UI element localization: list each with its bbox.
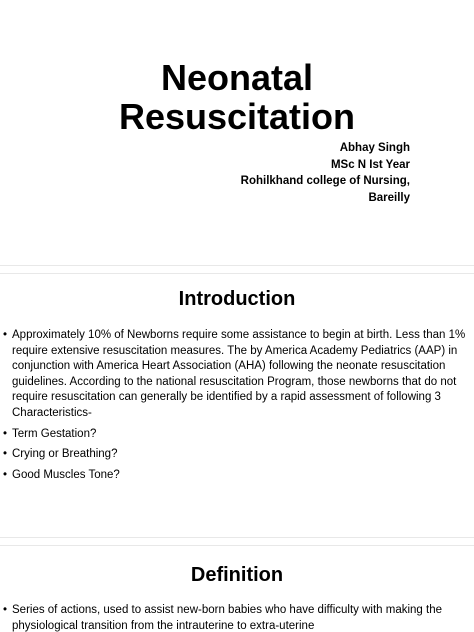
bullet-text: Crying or Breathing? <box>12 448 118 461</box>
bullet-icon: • <box>3 604 8 616</box>
definition-bullet-list <box>0 603 470 632</box>
list-item <box>0 427 468 443</box>
slide-divider <box>0 537 474 546</box>
definition-slide <box>0 547 474 632</box>
introduction-slide <box>0 275 474 537</box>
bullet-text: Term Gestation? <box>12 427 97 440</box>
introduction-bullet-list <box>0 328 468 488</box>
bullet-icon: • <box>3 448 8 461</box>
bullet-icon: • <box>3 329 8 341</box>
introduction-heading: Introduction <box>178 288 296 310</box>
author-city: Bareilly <box>368 191 410 204</box>
title-line-1: Neonatal <box>160 57 314 98</box>
author-block <box>241 140 410 206</box>
list-item <box>0 328 468 422</box>
presentation-title <box>0 58 474 136</box>
author-name: Abhay Singh <box>339 142 410 154</box>
bullet-text: Series of actions, used to assist new-born babies who have difficulty with making the physiological transition from the intrauterine to extra-uterine <box>12 604 442 632</box>
title-slide <box>0 0 474 265</box>
title-line-2: Resuscitation <box>118 96 356 137</box>
author-course: MSc N Ist Year <box>330 158 410 171</box>
list-item <box>0 447 468 463</box>
bullet-text: Good Muscles Tone? <box>12 468 120 481</box>
bullet-icon: • <box>3 468 8 481</box>
definition-heading: Definition <box>190 564 284 586</box>
list-item <box>0 468 468 484</box>
list-item <box>0 603 470 632</box>
slide-divider <box>0 265 474 274</box>
bullet-icon: • <box>3 427 8 440</box>
author-institution: Rohilkhand college of Nursing, <box>240 175 410 187</box>
bullet-text: Approximately 10% of Newborns require some assistance to begin at birth. Less than 1% require extensive resuscitation measures. The by America Academy Pediatrics (AAP) in conjunction with America Heart Association (AHA) following the neonate resuscitation guidelines. According to the national resuscitation Program, those newborns that do not require resuscitation can generally be identified by a rapid assessment of following 3 Characteristics- <box>12 329 466 419</box>
